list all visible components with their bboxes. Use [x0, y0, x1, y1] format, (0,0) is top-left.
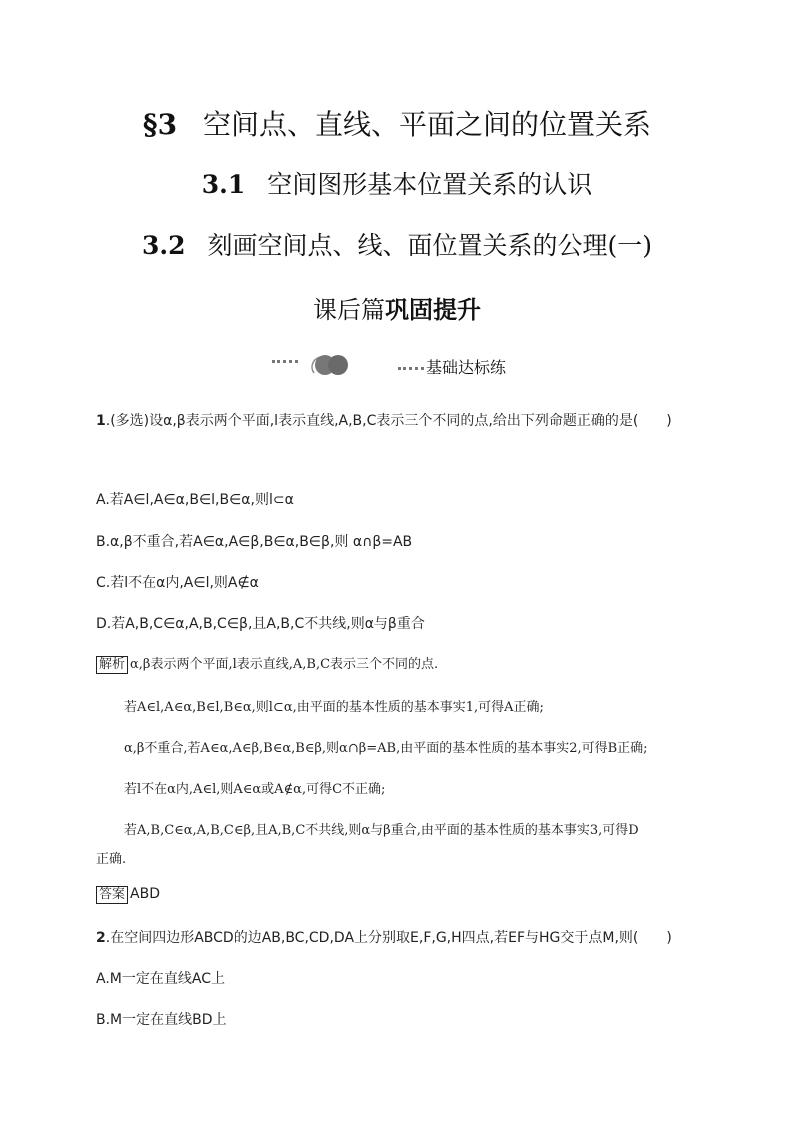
banner-dots-left	[272, 360, 298, 363]
section-banner	[272, 351, 507, 379]
banner-label-text: 基础达标练	[426, 358, 507, 377]
banner-circles-icon	[308, 351, 364, 379]
page-heading-bold: 巩固提升	[385, 295, 481, 324]
page-heading	[0, 290, 794, 325]
q1-option-b: B.α,β不重合,若A∈α,A∈β,B∈α,B∈β,则 α∩β=AB	[96, 534, 413, 550]
question-1-number: 1	[96, 413, 106, 429]
answer-tag: 答案	[96, 886, 128, 904]
page-heading-normal: 课后篇	[313, 296, 385, 324]
q1-option-a: A.若A∈l,A∈α,B∈l,B∈α,则l⊂α	[96, 492, 294, 508]
q1-answer	[96, 886, 160, 904]
subtitle-3-1	[0, 165, 794, 201]
answer-text: ABD	[130, 886, 160, 902]
question-2-text: .在空间四边形ABCD的边AB,BC,CD,DA上分别取E,F,G,H四点,若EF与HG交于点M,则( )	[105, 930, 672, 946]
q1-analysis-line-4: 若l不在α内,A∈l,则A∈α或A∉α,可得C不正确;	[124, 782, 386, 797]
subtitle-3-2-number: 3.2	[141, 231, 186, 260]
q1-analysis-line-6: 正确.	[96, 852, 127, 867]
q2-option-a: A.M一定在直线AC上	[96, 971, 225, 987]
banner-label	[398, 355, 506, 378]
section-title-text: 空间点、直线、平面之间的位置关系	[203, 108, 652, 141]
section-number: §3	[142, 108, 178, 141]
q1-option-c: C.若l不在α内,A∈l,则A∉α	[96, 575, 259, 591]
q1-analysis-line-3: α,β不重合,若A∈α,A∈β,B∈α,B∈β,则α∩β=AB,由平面的基本性质的基本事实2,可得B正确;	[124, 741, 648, 756]
banner-dots-right	[398, 367, 424, 370]
subtitle-3-2	[0, 226, 794, 262]
q1-option-d: D.若A,B,C∈α,A,B,C∈β,且A,B,C不共线,则α与β重合	[96, 616, 425, 632]
analysis-tag: 解析	[96, 656, 128, 674]
question-2-stem	[96, 927, 672, 947]
question-1-text: .(多选)设α,β表示两个平面,l表示直线,A,B,C表示三个不同的点,给出下列命题正确的是( )	[105, 413, 672, 429]
question-2-number: 2	[96, 930, 106, 946]
section-title	[0, 103, 794, 143]
subtitle-3-1-text: 空间图形基本位置关系的认识	[267, 170, 593, 199]
subtitle-3-1-number: 3.1	[201, 170, 246, 199]
analysis-text-1: α,β表示两个平面,l表示直线,A,B,C表示三个不同的点.	[130, 657, 439, 672]
q1-analysis-line-5: 若A,B,C∈α,A,B,C∈β,且A,B,C不共线,则α与β重合,由平面的基本性质的基本事实3,可得D	[124, 823, 639, 838]
q2-option-b: B.M一定在直线BD上	[96, 1012, 227, 1028]
q1-analysis-line-1	[96, 653, 438, 674]
subtitle-3-2-text: 刻画空间点、线、面位置关系的公理(一)	[207, 231, 652, 260]
question-1-stem	[96, 410, 672, 430]
q1-analysis-line-2: 若A∈l,A∈α,B∈l,B∈α,则l⊂α,由平面的基本性质的基本事实1,可得A正确;	[124, 700, 544, 715]
